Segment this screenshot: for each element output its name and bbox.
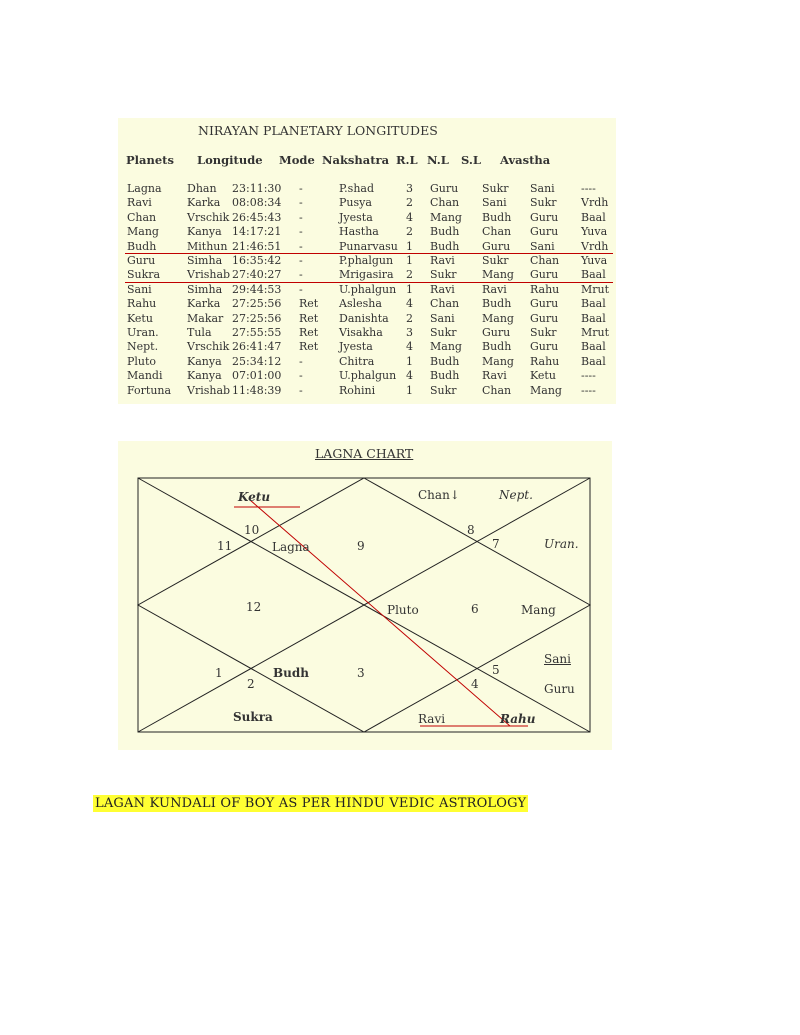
table-cell-nak: Jyesta <box>339 340 373 354</box>
table-cell-avastha: ---- <box>581 383 596 397</box>
table-cell-nl: Sukr <box>430 268 457 282</box>
chart-planet-chan: Chan↓ <box>418 488 460 502</box>
house-number-2: 2 <box>247 677 255 691</box>
table-cell-rl: 4 <box>406 297 413 311</box>
table-cell-rl: 1 <box>406 254 413 267</box>
table-cell-avastha: Vrdh <box>581 196 609 210</box>
table-cell-avastha: Baal <box>581 340 606 354</box>
house-number-11: 11 <box>217 539 233 553</box>
chart-planet-sukra: Sukra <box>233 710 273 724</box>
table-cell-rl: 1 <box>406 354 413 368</box>
table-cell-avastha: Mrut <box>581 282 610 296</box>
table-cell-avastha: Yuva <box>581 225 608 239</box>
table-cell-planet: Sukra <box>127 268 161 282</box>
table-cell-deg: 25:34:12 <box>232 354 282 368</box>
table-cell-sl: Chan <box>482 383 512 397</box>
table-cell-sign: Kanya <box>187 354 222 368</box>
page-caption: LAGAN KUNDALI OF BOY AS PER HINDU VEDIC ASTROLOGY <box>95 796 527 811</box>
table-cell-sl2: Guru <box>530 268 559 282</box>
table-cell-sign: Vrishab <box>187 268 231 282</box>
chart-planet-budh: Budh <box>273 666 309 680</box>
table-cell-nak: Jyesta <box>339 210 373 224</box>
chart-planet-uran: Uran. <box>544 537 579 551</box>
table-header-cell: Planets <box>126 153 174 167</box>
table-cell-planet: Rahu <box>127 297 157 311</box>
table-cell-avastha: ---- <box>581 182 596 195</box>
table-cell-sign: Mithun <box>187 239 228 253</box>
table-cell-sl: Sukr <box>482 254 509 267</box>
chart-planet-rahu: Rahu <box>500 712 536 726</box>
table-cell-sl2: Guru <box>530 210 559 224</box>
chart-planet-ketu: Ketu <box>238 490 271 504</box>
house-number-10: 10 <box>244 523 260 537</box>
table-cell-avastha: Baal <box>581 268 606 282</box>
table-cell-nak: Visakha <box>339 326 383 339</box>
table-cell-planet: Budh <box>127 239 157 253</box>
table-cell-sl: Ravi <box>482 369 507 383</box>
table-cell-deg: 26:45:43 <box>232 210 282 224</box>
table-cell-mode: - <box>299 383 303 397</box>
table-cell-nak: P.shad <box>339 182 374 195</box>
table-cell-planet: Ravi <box>127 196 152 210</box>
table-cell-nl: Budh <box>430 354 460 368</box>
table-cell-sl: Mang <box>482 268 514 282</box>
table-cell-planet: Ketu <box>127 311 153 325</box>
table-cell-deg: 27:55:55 <box>232 326 282 339</box>
table-cell-nak: U.phalgun <box>339 282 397 296</box>
table-cell-planet: Mang <box>127 225 159 239</box>
table-cell-mode: Ret <box>299 326 319 339</box>
table-cell-sign: Simha <box>187 254 223 267</box>
house-number-8: 8 <box>467 523 475 537</box>
table-cell-nl: Budh <box>430 369 460 383</box>
table-title: NIRAYAN PLANETARY LONGITUDES <box>198 123 438 138</box>
table-cell-deg: 23:11:30 <box>232 182 282 195</box>
table-cell-rl: 3 <box>406 326 413 339</box>
table-cell-deg: 21:46:51 <box>232 239 282 253</box>
table-cell-planet: Mandi <box>127 369 163 383</box>
chart-title: LAGNA CHART <box>315 446 414 461</box>
table-cell-avastha: Baal <box>581 210 606 224</box>
house-number-9: 9 <box>357 539 365 553</box>
table-cell-mode: - <box>299 354 303 368</box>
table-cell-rl: 4 <box>406 340 413 354</box>
table-cell-avastha: Baal <box>581 354 606 368</box>
chart-planet-nept: Nept. <box>499 488 533 502</box>
table-cell-nak: Hastha <box>339 225 379 239</box>
table-cell-deg: 27:25:56 <box>232 311 282 325</box>
table-cell-rl: 4 <box>406 369 413 383</box>
table-cell-nl: Mang <box>430 340 462 354</box>
table-cell-sign: Vrschik <box>187 340 230 354</box>
table-cell-sign: Dhan <box>187 182 217 195</box>
table-cell-mode: - <box>299 210 303 224</box>
table-cell-sl2: Chan <box>530 254 560 267</box>
table-cell-nl: Chan <box>430 297 460 311</box>
table-cell-planet: Lagna <box>127 182 162 195</box>
table-cell-sign: Simha <box>187 282 223 296</box>
chart-planet-pluto: Pluto <box>387 603 419 617</box>
table-cell-rl: 2 <box>406 196 413 210</box>
table-cell-sl: Mang <box>482 354 514 368</box>
house-number-1: 1 <box>215 666 223 680</box>
table-cell-deg: 29:44:53 <box>232 282 282 296</box>
table-cell-deg: 14:17:21 <box>232 225 282 239</box>
table-cell-nl: Budh <box>430 239 460 253</box>
table-cell-sl: Ravi <box>482 282 507 296</box>
table-cell-nl: Mang <box>430 210 462 224</box>
table-cell-nak: U.phalgun <box>339 369 397 383</box>
table-cell-nl: Budh <box>430 225 460 239</box>
table-cell-sign: Kanya <box>187 225 222 239</box>
table-cell-sl: Budh <box>482 210 512 224</box>
table-cell-mode: - <box>299 182 303 195</box>
table-cell-sl2: Ketu <box>530 369 556 383</box>
table-cell-sl: Sukr <box>482 182 509 195</box>
table-cell-deg: 27:25:56 <box>232 297 282 311</box>
house-number-4: 4 <box>471 677 479 691</box>
house-number-5: 5 <box>492 663 500 677</box>
table-cell-avastha: Mrut <box>581 326 610 339</box>
table-cell-sign: Vrschik <box>187 210 230 224</box>
table-cell-rl: 1 <box>406 383 413 397</box>
table-cell-avastha: Yuva <box>581 254 608 267</box>
table-cell-avastha: ---- <box>581 369 596 383</box>
table-header-cell: Nakshatra <box>322 153 390 167</box>
table-cell-nak: Aslesha <box>339 297 382 311</box>
table-cell-planet: Pluto <box>127 354 157 368</box>
table-cell-planet: Nept. <box>127 340 159 354</box>
table-cell-deg: 07:01:00 <box>232 369 282 383</box>
table-cell-sign: Karka <box>187 196 221 210</box>
table-cell-sl: Sani <box>482 196 507 210</box>
table-cell-sl2: Rahu <box>530 282 560 296</box>
table-cell-sign: Tula <box>187 326 212 339</box>
table-cell-rl: 2 <box>406 268 413 282</box>
table-cell-mode: - <box>299 254 303 267</box>
table-cell-deg: 27:40:27 <box>232 268 282 282</box>
table-cell-nl: Sani <box>430 311 455 325</box>
table-cell-mode: - <box>299 239 303 253</box>
table-cell-sl: Budh <box>482 297 512 311</box>
table-cell-avastha: Vrdh <box>581 239 609 253</box>
table-cell-rl: 4 <box>406 210 413 224</box>
table-cell-sign: Kanya <box>187 369 222 383</box>
table-cell-planet: Guru <box>127 254 156 267</box>
table-cell-nl: Guru <box>430 182 459 195</box>
house-number-12: 12 <box>246 600 262 614</box>
table-cell-rl: 2 <box>406 225 413 239</box>
table-cell-planet: Sani <box>127 282 152 296</box>
table-cell-rl: 1 <box>406 239 413 253</box>
table-cell-sl2: Guru <box>530 225 559 239</box>
table-cell-mode: - <box>299 369 303 383</box>
house-number-7: 7 <box>492 537 500 551</box>
table-cell-planet: Chan <box>127 210 157 224</box>
table-cell-sign: Makar <box>187 311 224 325</box>
table-cell-sl: Mang <box>482 311 514 325</box>
chart-planet-guru: Guru <box>544 682 575 696</box>
table-cell-nak: Rohini <box>339 383 376 397</box>
table-cell-mode: - <box>299 282 303 296</box>
chart-planet-mang: Mang <box>521 603 556 617</box>
table-cell-deg: 26:41:47 <box>232 340 282 354</box>
table-cell-nl: Ravi <box>430 282 455 296</box>
table-cell-deg: 08:08:34 <box>232 196 282 210</box>
table-cell-deg: 11:48:39 <box>232 383 282 397</box>
table-cell-sl2: Guru <box>530 297 559 311</box>
table-cell-sl2: Rahu <box>530 354 560 368</box>
table-cell-sl2: Mang <box>530 383 562 397</box>
table-cell-mode: - <box>299 196 303 210</box>
table-cell-rl: 3 <box>406 182 413 195</box>
house-number-3: 3 <box>357 666 365 680</box>
table-cell-sl2: Guru <box>530 340 559 354</box>
table-cell-planet: Uran. <box>127 326 159 339</box>
table-header-cell: Mode <box>279 153 315 167</box>
table-cell-nak: Mrigasira <box>339 268 394 282</box>
table-cell-sl2: Sani <box>530 182 555 195</box>
table-cell-nl: Sukr <box>430 326 457 339</box>
table-cell-avastha: Baal <box>581 311 606 325</box>
table-cell-sl2: Sani <box>530 239 555 253</box>
table-cell-sl2: Sukr <box>530 196 557 210</box>
table-cell-nak: Danishta <box>339 311 389 325</box>
table-cell-sl: Budh <box>482 340 512 354</box>
table-cell-sign: Vrishab <box>187 383 231 397</box>
table-cell-sl: Guru <box>482 326 511 339</box>
table-cell-nl: Sukr <box>430 383 457 397</box>
table-cell-mode: - <box>299 225 303 239</box>
table-header-cell: S.L <box>461 153 481 167</box>
table-cell-rl: 2 <box>406 311 413 325</box>
table-header-cell: Avastha <box>500 153 551 167</box>
table-cell-sign: Karka <box>187 297 221 311</box>
table-cell-nak: Chitra <box>339 354 375 368</box>
chart-planet-lagna: Lagna <box>272 540 310 554</box>
table-cell-nak: Pusya <box>339 196 372 210</box>
table-cell-deg: 16:35:42 <box>232 254 282 267</box>
table-cell-avastha: Baal <box>581 297 606 311</box>
table-cell-mode: Ret <box>299 297 319 311</box>
table-header-cell: Longitude <box>197 153 263 167</box>
table-cell-sl2: Guru <box>530 311 559 325</box>
table-cell-nak: Punarvasu <box>339 239 398 253</box>
table-cell-nl: Ravi <box>430 254 455 267</box>
table-cell-sl2: Sukr <box>530 326 557 339</box>
table-cell-mode: Ret <box>299 340 319 354</box>
table-cell-rl: 1 <box>406 282 413 296</box>
table-cell-planet: Fortuna <box>127 383 172 397</box>
house-number-6: 6 <box>471 602 479 616</box>
chart-planet-sani: Sani <box>544 652 571 666</box>
table-cell-mode: Ret <box>299 311 319 325</box>
table-cell-sl: Chan <box>482 225 512 239</box>
table-header-cell: N.L <box>427 153 449 167</box>
table-cell-nak: P.phalgun <box>339 254 394 267</box>
chart-planet-ravi: Ravi <box>418 712 446 726</box>
table-cell-mode: - <box>299 268 303 282</box>
table-header-cell: R.L <box>396 153 418 167</box>
table-cell-nl: Chan <box>430 196 460 210</box>
table-cell-sl: Guru <box>482 239 511 253</box>
